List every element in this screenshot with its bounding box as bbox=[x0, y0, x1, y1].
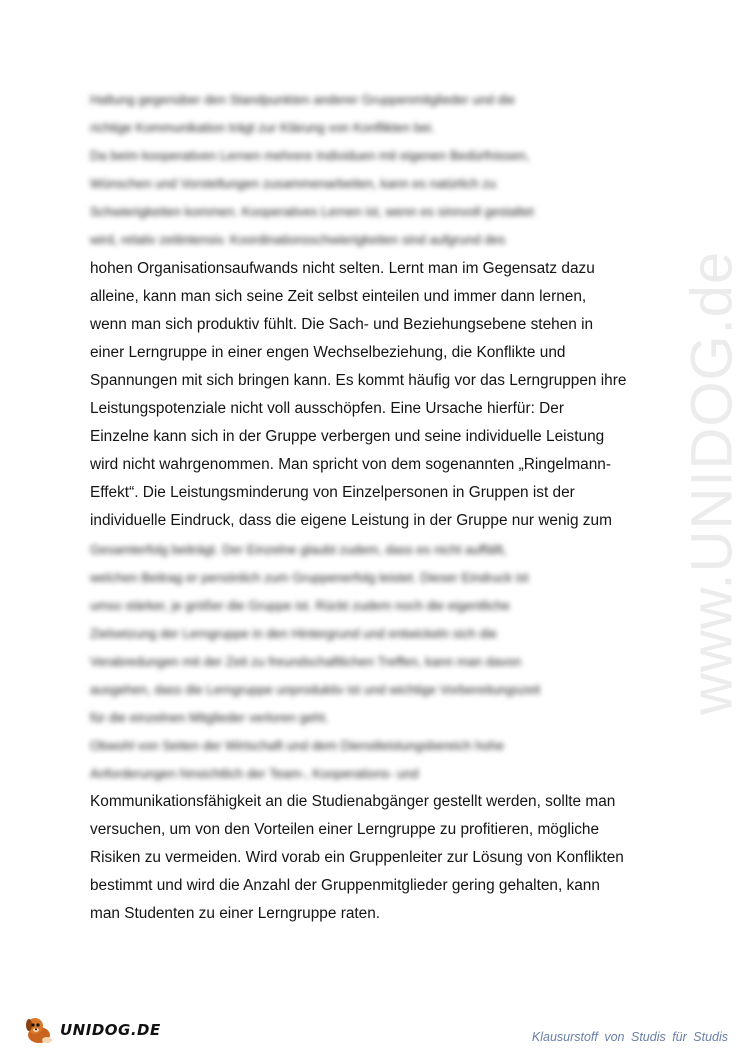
visible-paragraph-1 bbox=[90, 255, 670, 535]
text-line: Anforderungen hinsichtlich der Team-, Kooperations- und bbox=[90, 766, 419, 781]
text-line: versuchen, um von den Vorteilen einer Lerngruppe zu profitieren, mögliche bbox=[90, 821, 600, 838]
text-line: man Studenten zu einer Lerngruppe raten. bbox=[90, 905, 381, 922]
text-line: umso stärker, je größer die Gruppe ist. Rückt zudem noch die eigentliche bbox=[90, 598, 510, 613]
text-line: hohen Organisationsaufwands nicht selten. Lernt man im Gegensatz dazu bbox=[90, 260, 595, 277]
text-line: wird, relativ zeitintensiv. Koordinationsschwierigkeiten sind aufgrund des bbox=[90, 232, 506, 247]
text-line: Kommunikationsfähigkeit an die Studienabgänger gestellt werden, sollte man bbox=[90, 793, 616, 810]
text-line: Haltung gegenüber den Standpunkten anderer Gruppenmitglieder und die bbox=[90, 92, 515, 107]
text-line: Wünschen und Vorstellungen zusammenarbeiten, kann es natürlich zu bbox=[90, 176, 497, 191]
text-line: bestimmt und wird die Anzahl der Gruppenmitglieder gering gehalten, kann bbox=[90, 877, 600, 894]
text-line: wenn man sich produktiv fühlt. Die Sach- und Beziehungsebene stehen in bbox=[90, 316, 594, 333]
text-line: Gesamterfolg beiträgt. Der Einzelne glaubt zudem, dass es nicht auffällt, bbox=[90, 542, 507, 557]
dog-mascot-icon bbox=[22, 1013, 56, 1047]
text-line: Schwierigkeiten kommen. Kooperatives Lernen ist, wenn es sinnvoll gestaltet bbox=[90, 204, 534, 219]
watermark: www.UNIDOG.de bbox=[679, 250, 745, 715]
unidog-logo[interactable] bbox=[22, 1010, 172, 1050]
text-line: Zielsetzung der Lerngruppe in den Hintergrund und entwickeln sich die bbox=[90, 626, 497, 641]
text-line: Obwohl von Seiten der Wirtschaft und dem Dienstleistungsbereich hohe bbox=[90, 738, 505, 753]
text-line: Einzelne kann sich in der Gruppe verbergen und seine individuelle Leistung bbox=[90, 428, 605, 445]
footer-tagline: Klausurstoff von Studis für Studis bbox=[531, 1030, 728, 1044]
text-line: Risiken zu vermeiden. Wird vorab ein Gruppenleiter zur Lösung von Konflikten bbox=[90, 849, 624, 866]
text-line: alleine, kann man sich seine Zeit selbst einteilen und immer dann lernen, bbox=[90, 288, 587, 305]
visible-paragraph-2 bbox=[90, 788, 670, 928]
text-line: Verabredungen mit der Zeit zu freundschaftlichen Treffen, kann man davon bbox=[90, 654, 522, 669]
blurred-paragraph-middle bbox=[90, 536, 670, 788]
text-line: welchen Beitrag er persönlich zum Gruppenerfolg leistet. Dieser Eindruck ist bbox=[90, 570, 529, 585]
logo-text: UNIDOG.DE bbox=[60, 1021, 161, 1039]
text-line: Leistungspotenziale nicht voll ausschöpfen. Eine Ursache hierfür: Der bbox=[90, 400, 564, 417]
text-line: individuelle Eindruck, dass die eigene Leistung in der Gruppe nur wenig zum bbox=[90, 512, 612, 529]
text-line: Da beim kooperativen Lernen mehrere Individuen mit eigenen Bedürfnissen, bbox=[90, 148, 530, 163]
blurred-paragraph-top bbox=[90, 86, 670, 254]
text-line: richtige Kommunikation trägt zur Klärung von Konflikten bei. bbox=[90, 120, 435, 135]
text-line: einer Lerngruppe in einer engen Wechselbeziehung, die Konflikte und bbox=[90, 344, 566, 361]
text-line: für die einzelnen Mitglieder verloren geht. bbox=[90, 710, 329, 725]
text-line: Spannungen mit sich bringen kann. Es kommt häufig vor das Lerngruppen ihre bbox=[90, 372, 627, 389]
text-line: Effekt“. Die Leistungsminderung von Einzelpersonen in Gruppen ist der bbox=[90, 484, 575, 501]
text-line: ausgehen, dass die Lerngruppe unproduktiv ist und wichtige Vorbereitungszeit bbox=[90, 682, 541, 697]
text-line: wird nicht wahrgenommen. Man spricht von dem sogenannten „Ringelmann- bbox=[90, 456, 611, 473]
